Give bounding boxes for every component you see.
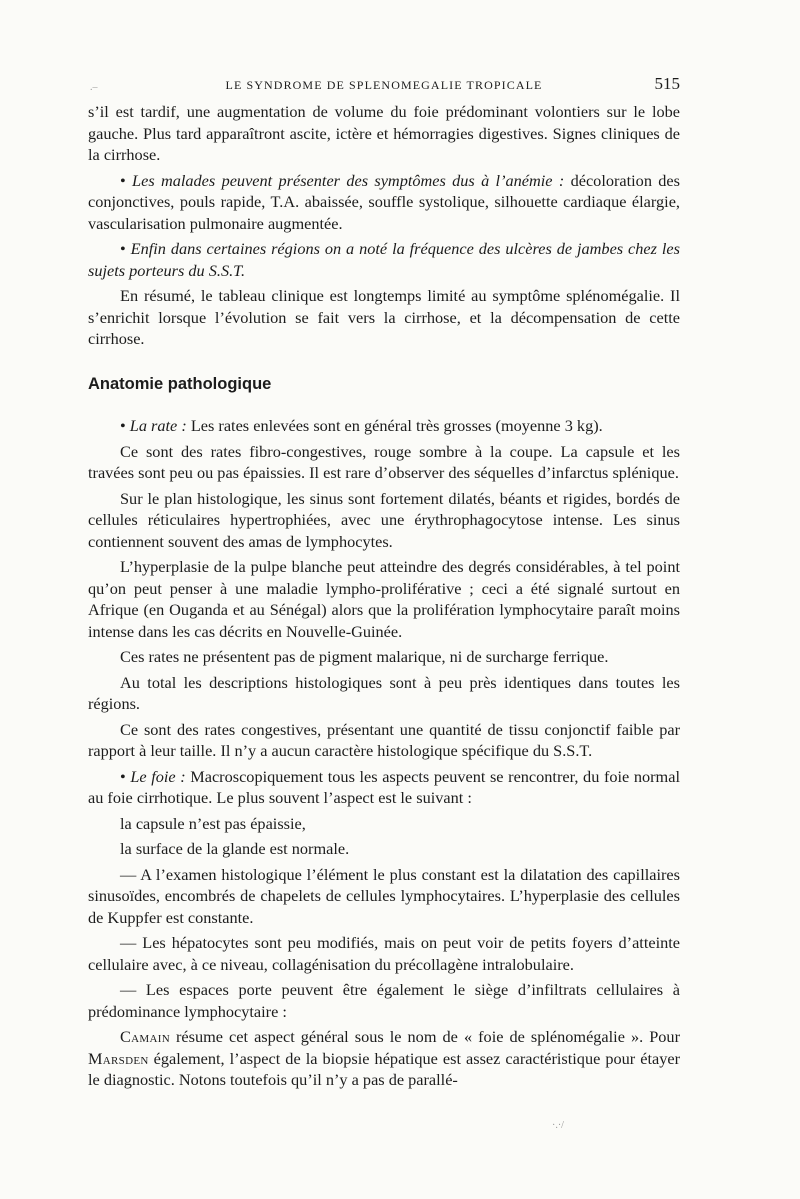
paragraph-ulcers: • Enfin dans certaines régions on a noté la fréquence des ulcères de jambes chez les sujets porteurs du S.S.T. [88,239,680,280]
paragraph-anemia: • Les malades peuvent présenter des symptômes dus à l’anémie : décoloration des conjonctives, pouls rapide, T.A. abaissée, souffle systolique, silhouette cardiaque élargie, vascularisation pulmonaire augmentée. [88,170,680,233]
paragraph: la surface de la glande est normale. [120,839,350,858]
paragraph-foie: • Le foie : Macroscopiquement tous les aspects peuvent se rencontrer, du foie normal au foie cirrhotique. Le plus souvent l’aspect est le suivant : [88,766,680,807]
paragraph: Ce sont des rates fibro-congestives, rouge sombre à la coupe. La capsule et les travées sont peu ou pas épaissies. Il est rare d’observer des séquelles d’infarctus splénique. [88,441,680,482]
paragraph: Ces rates ne présentent pas de pigment malarique, ni de surcharge ferrique. [120,647,609,666]
paragraph-text: Les rates enlevées sont en général très grosses (moyenne 3 kg). [186,416,603,435]
paragraph-summary: En résumé, le tableau clinique est longtemps limité au symptôme splénomégalie. Il s’enrichit lorsque l’évolution se fait vers la cirrhose, et la décompensation de cette cirrhose. [88,286,680,348]
paragraph: Sur le plan histologique, les sinus sont fortement dilatés, béants et rigides, bordés de cellules réticulaires hypertrophiées, avec une érythrophagocytose intense. Les sinus contiennent souvent des amas de lymphocytes. [88,488,680,551]
paragraph: s’il est tardif, une augmentation de volume du foie prédominant volontiers sur le lobe gauche. Plus tard apparaîtront ascite, ictère et hémorragies digestives. Signes cliniques de la cirrhose. [88,102,680,164]
paragraph-camain [88,1026,680,1091]
running-header-title: LE SYNDROME DE SPLENOMEGALIE TROPICALE [225,78,543,92]
section-heading: Anatomie pathologique [88,374,272,393]
print-speck: .– [90,82,98,93]
paragraph-text: également, l’aspect de la biopsie hépatique est assez caractéristique pour étayer le diagnostic. Notons toutefois qu’il n’y a pas de parallé- [88,1048,680,1089]
page-number: 515 [654,74,680,93]
running-header [88,74,680,96]
paragraph-text: résume cet aspect général sous le nom de « foie de splénomégalie ». Pour [169,1027,680,1046]
paragraph: — Les espaces porte peuvent être également le siège d’infiltrats cellulaires à prédominance lymphocytaire : [88,980,680,1021]
paragraph: — Les hépatocytes sont peu modifiés, mais on peut voir de petits foyers d’atteinte cellulaire avec, à ce niveau, collagénisation du précollagène intralobulaire. [88,933,680,974]
emphasis: Le foie : [130,766,186,786]
paragraph: — A l’examen histologique l’élément le plus constant est la dilatation des capillaires sinusoïdes, encombrés de chapelets de cellules lymphocytaires. L’hyperplasie des cellules de Kuppfer est constante. [88,864,680,927]
paragraph-rate: • La rate : Les rates enlevées sont en général très grosses (moyenne 3 kg). [120,416,603,435]
paragraph-text: Macroscopiquement tous les aspects peuvent se rencontrer, du foie normal au foie cirrhotique. Le plus souvent l’aspect est le suivant : [88,766,680,807]
emphasis: La rate : [129,416,187,435]
emphasis: Enfin dans certaines régions on a noté la fréquence des ulcères de jambes chez les sujets porteurs du S.S.T. [88,239,680,280]
body-text [88,101,680,1095]
emphasis: Les malades peuvent présenter des symptômes dus à l’anémie : [132,170,565,190]
paragraph: Au total les descriptions histologiques sont à peu près identiques dans toutes les régions. [88,672,680,713]
paragraph: Ce sont des rates congestives, présentant une quantité de tissu conjonctif faible par rapport à leur taille. Il n’y a aucun caractère histologique spécifique du S.S.T. [88,719,680,760]
author-name: Marsden [88,1048,149,1068]
paragraph: L’hyperplasie de la pulpe blanche peut atteindre des degrés considérables, à tel point qu’on peut penser à une maladie lympho-proliférative ; ceci a été signalé surtout en Afrique (en Ouganda et au Sénégal) alors que la prolifération lymphocytaire paraît moins intense dans les cas décrits en Nouvelle-Guinée. [88,557,680,641]
print-speck: ·.·/ [552,1120,564,1131]
paragraph-text: décoloration des conjonctives, pouls rapide, T.A. abaissée, souffle systolique, silhouette cardiaque élargie, vascularisation pulmonaire augmentée. [88,170,680,233]
paragraph: la capsule n’est pas épaissie, [120,813,306,833]
author-name: Camain [120,1027,170,1046]
